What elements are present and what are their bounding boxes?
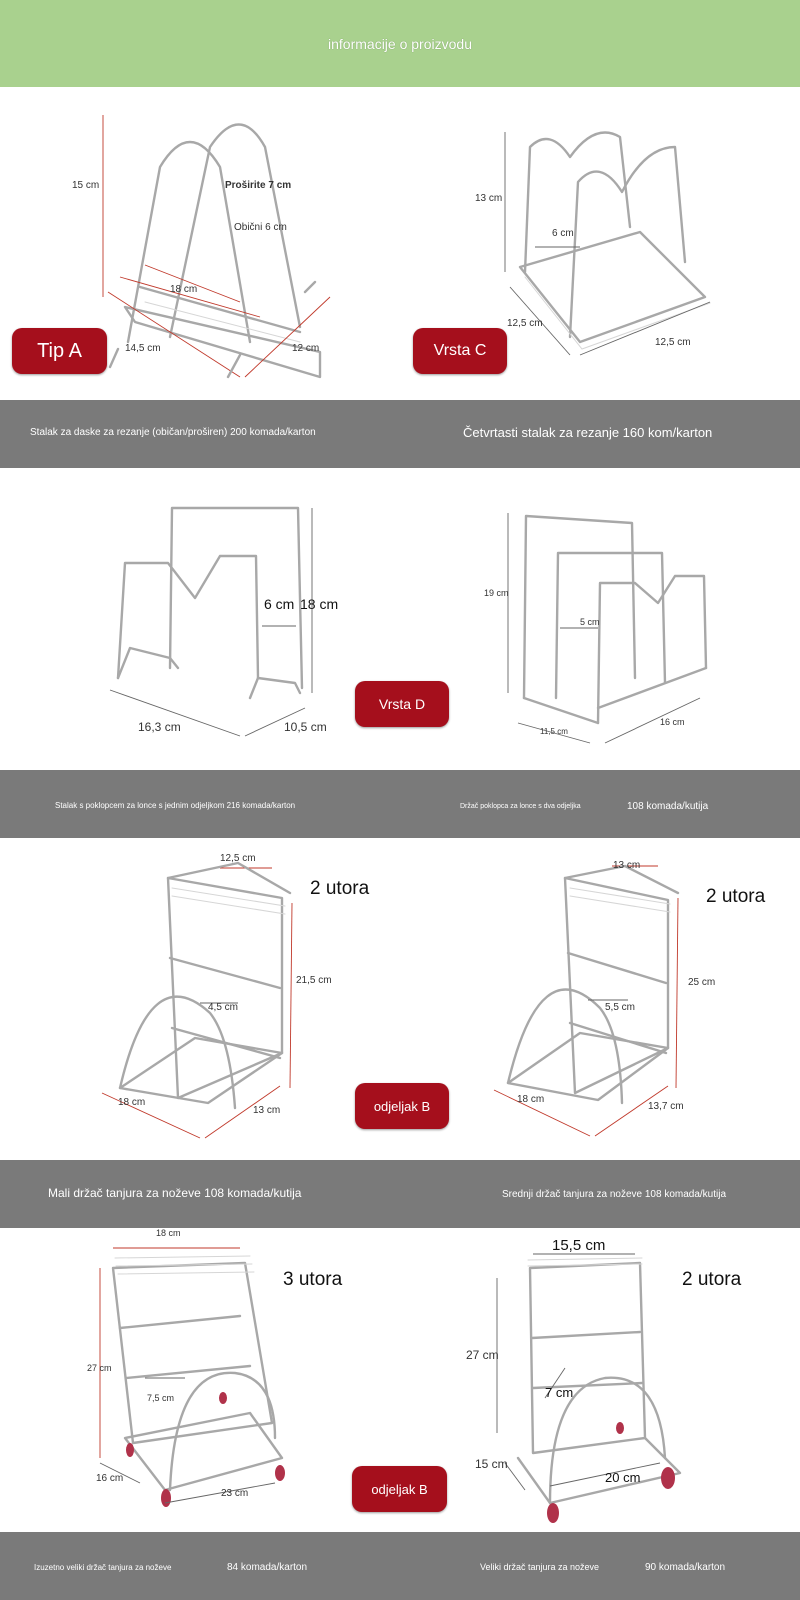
dim-height: 27 cm [87, 1363, 112, 1373]
band-caption-left: Mali držač tanjura za noževe 108 komada/kutija [48, 1186, 302, 1200]
type-badge-odjeljak-b: odjeljak B [355, 1083, 449, 1129]
type-badge-vrsta-d: Vrsta D [355, 681, 449, 727]
dim-depth: 13,7 cm [648, 1101, 684, 1112]
dim-width: 12,5 cm [655, 337, 691, 348]
dim-height: 18 cm [300, 596, 339, 612]
dim-height: 15 cm [72, 180, 100, 191]
dim-length: 18 cm [170, 284, 198, 295]
dim-length: 16,3 cm [138, 720, 181, 734]
dim-gap: 6 cm [552, 228, 574, 239]
product-band-2 [0, 770, 800, 838]
band-caption-right: Srednji držač tanjura za noževe 108 komada/kutija [502, 1189, 727, 1200]
dim-height: 13 cm [475, 193, 503, 204]
page-title: informacije o proizvodu [328, 36, 472, 52]
product-band-1 [0, 400, 800, 468]
dim-gap: 5,5 cm [605, 1002, 636, 1013]
band-caption-left-name: Izuzetno veliki držač tanjura za noževe [34, 1563, 172, 1572]
dim-depth: 14,5 cm [125, 343, 161, 354]
dim-height: 21,5 cm [296, 975, 332, 986]
product-band-4 [0, 1532, 800, 1600]
dim-gap: 7,5 cm [147, 1393, 175, 1403]
type-badge-odjeljak-b: odjeljak B [352, 1466, 447, 1512]
product-band-3 [0, 1160, 800, 1228]
rack-vrsta-d-illustration [0, 468, 400, 770]
type-badge-tip-a: Tip A [12, 328, 107, 374]
dim-depth: 12,5 cm [507, 318, 543, 329]
dim-depth: 13 cm [253, 1105, 281, 1116]
dim-depth: 10,5 cm [284, 720, 327, 734]
rack-double-lid-illustration [400, 468, 800, 770]
band-caption-right-name: Veliki držač tanjura za noževe [480, 1562, 600, 1572]
type-badge-vrsta-c: Vrsta C [413, 328, 507, 374]
header-bar [0, 0, 800, 87]
band-caption-right: Četvrtasti stalak za rezanje 160 kom/karton [463, 425, 713, 440]
dim-length: 18 cm [118, 1097, 146, 1108]
dim-regular: Obični 6 cm [234, 222, 287, 233]
slot-count-label: 2 utora [310, 878, 370, 899]
band-caption-right-qty: 90 komada/karton [645, 1562, 726, 1573]
dim-width: 12 cm [292, 343, 320, 354]
dim-gap: 4,5 cm [208, 1002, 239, 1013]
dim-width: 16 cm [660, 717, 685, 727]
band-caption-right-qty: 108 komada/kutija [627, 801, 709, 812]
slot-count-label: 3 utora [283, 1269, 343, 1290]
dim-height: 27 cm [466, 1348, 499, 1362]
dim-depth: 15 cm [475, 1457, 508, 1471]
dim-length: 18 cm [517, 1094, 545, 1105]
slot-count-label: 2 utora [706, 886, 766, 907]
dim-height: 25 cm [688, 977, 716, 988]
dim-extended: Proširite 7 cm [225, 180, 292, 191]
dim-gap: 7 cm [545, 1385, 574, 1400]
dim-length: 20 cm [605, 1470, 641, 1485]
band-caption-left: Stalak s poklopcem za lonce s jednim odjeljkom 216 komada/karton [55, 801, 296, 810]
dim-depth: 16 cm [96, 1473, 124, 1484]
dim-gap: 5 cm [580, 617, 600, 627]
dim-top-width: 13 cm [613, 860, 641, 871]
dim-height: 19 cm [484, 588, 509, 598]
dim-top-width: 15,5 cm [552, 1237, 606, 1254]
band-caption-right-name: Držač poklopca za lonce s dva odjeljka [460, 803, 581, 810]
dim-depth: 11,5 cm [540, 727, 568, 736]
band-caption-left-qty: 84 komada/karton [227, 1562, 308, 1573]
band-caption-left: Stalak za daske za rezanje (običan/proširen) 200 komada/karton [30, 427, 316, 438]
dim-top-width: 12,5 cm [220, 853, 256, 864]
dim-gap: 6 cm [264, 596, 295, 612]
dim-top-width: 18 cm [156, 1228, 181, 1238]
slot-count-label: 2 utora [682, 1269, 742, 1290]
dim-length: 23 cm [221, 1488, 249, 1499]
